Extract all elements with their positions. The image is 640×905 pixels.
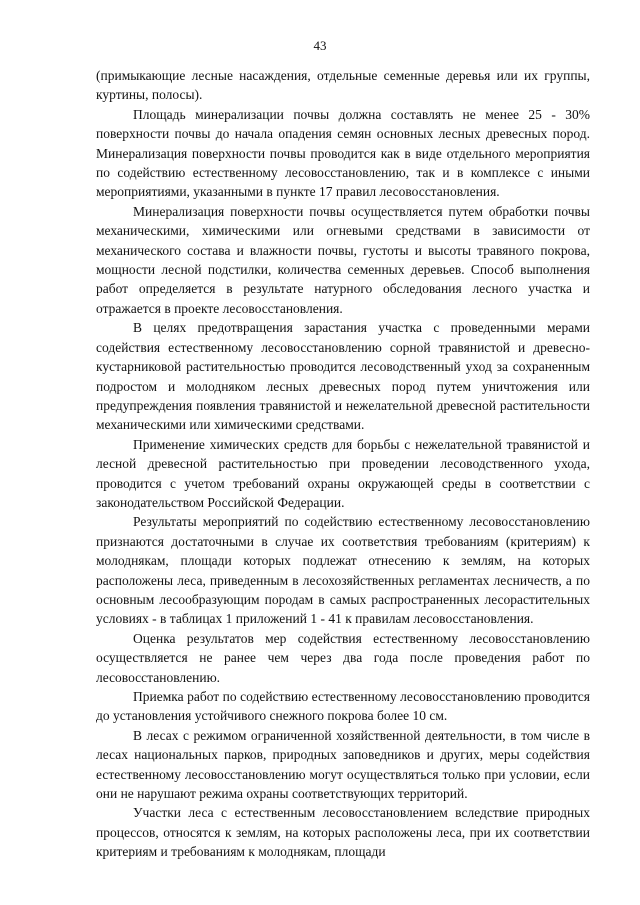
paragraph-assessment-timing: Оценка результатов мер содействия естественному лесовосстановлению осуществляется не ранее чем через два года после проведения работ по лесовосстановлению. xyxy=(96,630,590,685)
paragraph-overgrowth-prevention: В целях предотвращения зарастания участка с проведенными мерами содействия естественному лесовосстановлению сорной травянистой и древесно-кустарниковой растительностью проводится лесоводственный уход за сохраненным подростом и молодняком лесных древесных пород путем уничтожения или предупреждения появления травянистой и нежелательной древесной растительности механическими или химическими средствами. xyxy=(96,320,590,433)
paragraph-results-criteria: Результаты мероприятий по содействию естественному лесовосстановлению признаются достаточными в случае их соответствия требованиям (критериям) к молоднякам, площади которых подлежат отнесению к землям, на которых расположены леса, приведенным в лесохозяйственных регламентах лесничеств, а по основным лесообразующим породам в самых распространенных лесорастительных условиях - в таблицах 1 приложений 1 - 41 к правилам лесовосстановления. xyxy=(96,514,590,627)
paragraph-mineralization-methods: Минерализация поверхности почвы осуществляется путем обработки почвы механическими, химическими или огневыми средствами в зависимости от механического состава и влажности почвы, густоты и высоты травяного покрова, мощности лесной подстилки, количества семенных деревьев. Способ выполнения работ определяется в результате натурного обследования лесного участка и отражается в проекте лесовосстановления. xyxy=(96,203,590,316)
paragraph-natural-regeneration: Участки леса с естественным лесовосстановлением вследствие природных процессов, относятся к землям, на которых расположены леса, при их соответствии критериям и требованиям к молоднякам, площади xyxy=(96,805,590,860)
paragraph-mineralization-area: Площадь минерализации почвы должна составлять не менее 25 - 30% поверхности почвы до начала опадения семян основных лесных древесных пород. Минерализация поверхности почвы проводится как в виде отдельного мероприятия по содействию естественному лесовосстановлению, так и в комплексе с иными мероприятиями, указанными в пункте 17 правил лесовосстановления. xyxy=(96,106,590,200)
paragraph-chemical-means: Применение химических средств для борьбы с нежелательной травянистой и лесной древесной растительностью при проведении лесоводственного ухода, проводится с учетом требований охраны окружающей среды в соответствии с законодательством Российской Федерации. xyxy=(96,436,590,510)
paragraph-acceptance: Приемка работ по содействию естественному лесовосстановлению проводится до установления устойчивого снежного покрова более 10 см. xyxy=(96,689,590,724)
paragraph-continuation: (примыкающие лесные насаждения, отдельные семенные деревья или их группы, куртины, полосы). xyxy=(96,68,590,103)
paragraph-restricted-forests: В лесах с режимом ограниченной хозяйственной деятельности, в том числе в лесах национальных парков, природных заповедников и других, меры содействия естественному лесовосстановлению могут осуществляться только при условии, если они не нарушают режима охраны соответствующих территорий. xyxy=(96,727,590,802)
page-number: 43 xyxy=(313,38,327,53)
body-text xyxy=(96,66,590,862)
